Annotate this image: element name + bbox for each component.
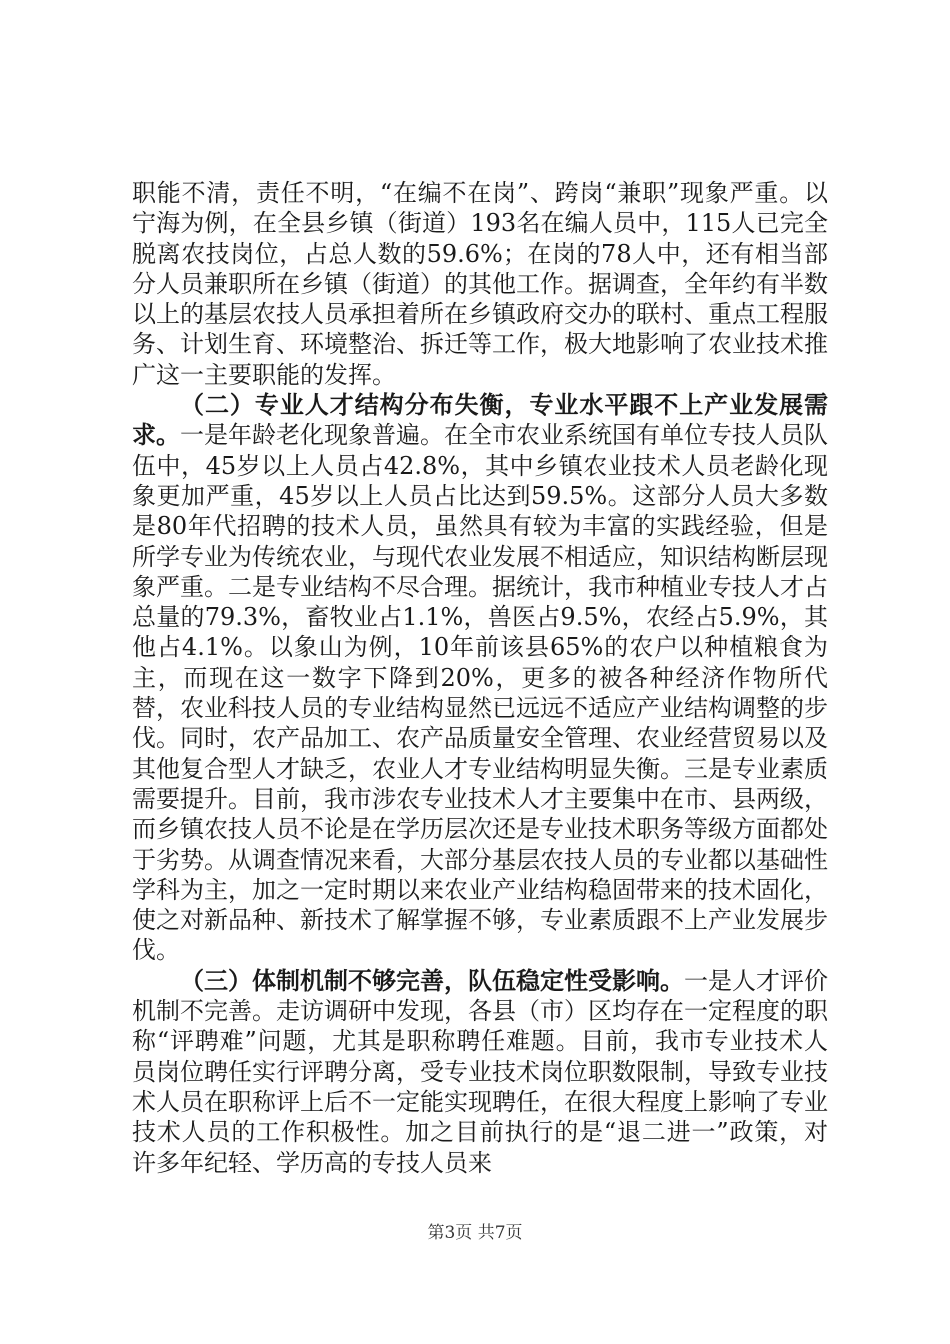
paragraph-1 xyxy=(132,178,828,390)
document-body xyxy=(132,178,828,1178)
page-footer xyxy=(0,1218,950,1243)
page-number-label: 第3页 共7页 xyxy=(427,1223,523,1243)
section-3-heading: （三）体制机制不够完善，队伍稳定性受影响。 xyxy=(180,965,684,995)
paragraph-3 xyxy=(132,966,828,1178)
paragraph-1-text: 职能不清，责任不明，“在编不在岗”、跨岗“兼职”现象严重。以宁海为例，在全县乡镇（街道）193名在编人员中，115人已完全脱离农技岗位，占总人数的59.6%；在岗的78人中，还有相当部分人员兼职所在乡镇（街道）的其他工作。据调查，全年约有半数以上的基层农技人员承担着所在乡镇政府交办的联村、重点工程服务、计划生育、环境整治、拆迁等工作，极大地影响了农业技术推广这一主要职能的发挥。 xyxy=(132,179,828,389)
paragraph-3-text: 一是人才评价机制不完善。走访调研中发现，各县（市）区均存在一定程度的职称“评聘难”问题，尤其是职称聘任难题。目前，我市专业技术人员岗位聘任实行评聘分离，受专业技术岗位职数限制，导致专业技术人员在职称评上后不一定能实现聘任，在很大程度上影响了专业技术人员的工作积极性。加之目前执行的是“退二进一”政策，对许多年纪轻、学历高的专技人员来 xyxy=(132,966,828,1177)
section-2-heading: （二）专业人才结构分布失衡，专业水平跟不上产业发展需求。 xyxy=(132,390,828,450)
paragraph-2 xyxy=(132,390,828,966)
paragraph-2-text: 一是年龄老化现象普遍。在全市农业系统国有单位专技人员队伍中，45岁以上人员占42.8%，其中乡镇农业技术人员老龄化现象更加严重，45岁以上人员占比达到59.5%。这部分人员大多数是80年代招聘的技术人员，虽然具有较为丰富的实践经验，但是所学专业为传统农业，与现代农业发展不相适应，知识结构断层现象严重。二是专业结构不尽合理。据统计，我市种植业专技人才占总量的79.3%，畜牧业占1.1%，兽医占9.5%，农经占5.9%，其他占4.1%。以象山为例，10年前该县65%的农户以种植粮食为主，而现在这一数字下降到20%，更多的被各种经济作物所代替，农业科技人员的专业结构显然已远远不适应产业结构调整的步伐。同时，农产品加工、农产品质量安全管理、农业经营贸易以及其他复合型人才缺乏，农业人才专业结构明显失衡。三是专业素质需要提升。目前，我市涉农专业技术人才主要集中在市、县两级，而乡镇农技人员不论是在学历层次还是专业技术职务等级方面都处于劣势。从调查情况来看，大部分基层农技人员的专业都以基础性学科为主，加之一定时期以来农业产业结构稳固带来的技术固化，使之对新品种、新技术了解掌握不够，专业素质跟不上产业发展步伐。 xyxy=(132,421,828,965)
